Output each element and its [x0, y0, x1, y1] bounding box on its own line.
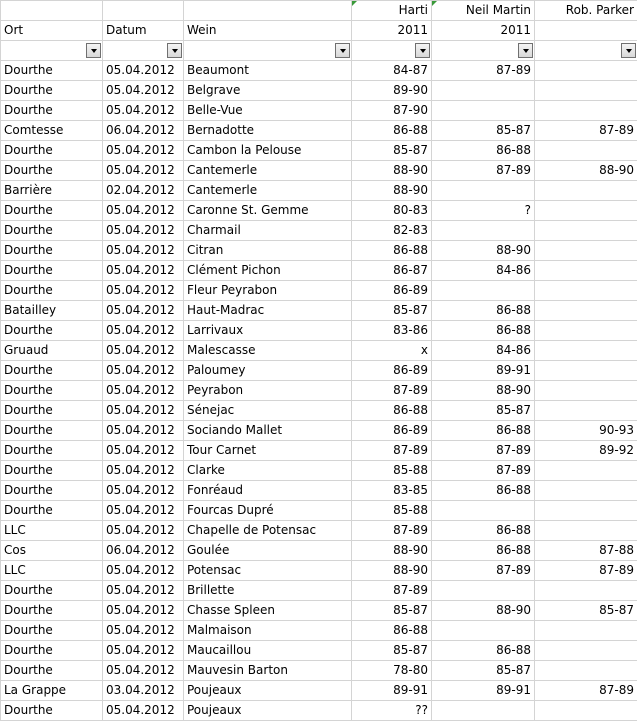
- cell-harti[interactable]: 85-87: [352, 641, 432, 661]
- header-reviewer-neil-martin[interactable]: Neil Martin: [432, 1, 535, 21]
- dropdown-arrow-icon: [420, 49, 426, 53]
- cell-neil-martin[interactable]: 85-87: [432, 401, 535, 421]
- cell-wein[interactable]: Fleur Peyrabon: [184, 281, 352, 301]
- cell-datum[interactable]: 05.04.2012: [103, 161, 184, 181]
- cell-wein[interactable]: Cantemerle: [184, 161, 352, 181]
- cell-datum[interactable]: 05.04.2012: [103, 501, 184, 521]
- cell-rob-parker[interactable]: [535, 221, 637, 241]
- cell-rob-parker[interactable]: 87-89: [535, 561, 637, 581]
- cell-harti[interactable]: 85-87: [352, 141, 432, 161]
- header-top-cell-wein[interactable]: [184, 1, 352, 21]
- cell-neil-martin[interactable]: 86-88: [432, 641, 535, 661]
- cell-wein[interactable]: Sénejac: [184, 401, 352, 421]
- table-row: [1, 621, 637, 641]
- cell-ort[interactable]: Dourthe: [1, 361, 103, 381]
- cell-rob-parker[interactable]: [535, 301, 637, 321]
- cell-harti[interactable]: 85-88: [352, 461, 432, 481]
- cell-harti[interactable]: 88-90: [352, 181, 432, 201]
- cell-datum[interactable]: 05.04.2012: [103, 421, 184, 441]
- cell-neil-martin[interactable]: 86-88: [432, 421, 535, 441]
- cell-datum[interactable]: 05.04.2012: [103, 61, 184, 81]
- cell-rob-parker[interactable]: [535, 641, 637, 661]
- header-wein[interactable]: Wein: [184, 21, 352, 41]
- cell-datum[interactable]: 05.04.2012: [103, 661, 184, 681]
- cell-ort[interactable]: Dourthe: [1, 421, 103, 441]
- table-row: [1, 441, 637, 461]
- cell-neil-martin[interactable]: [432, 101, 535, 121]
- cell-ort[interactable]: Cos: [1, 541, 103, 561]
- filter-cell-wein: [184, 41, 352, 61]
- cell-rob-parker[interactable]: 87-89: [535, 121, 637, 141]
- cell-ort[interactable]: Batailley: [1, 301, 103, 321]
- filter-row: [1, 41, 637, 61]
- cell-neil-martin[interactable]: 87-89: [432, 561, 535, 581]
- header-top-cell-datum[interactable]: [103, 1, 184, 21]
- table-row: [1, 521, 637, 541]
- table-row: [1, 221, 637, 241]
- cell-wein[interactable]: Peyrabon: [184, 381, 352, 401]
- table-row: [1, 121, 637, 141]
- table-row: [1, 101, 637, 121]
- cell-neil-martin[interactable]: 84-86: [432, 261, 535, 281]
- cell-harti[interactable]: 78-80: [352, 661, 432, 681]
- cell-wein[interactable]: Clarke: [184, 461, 352, 481]
- table-row: [1, 641, 637, 661]
- cell-ort[interactable]: LLC: [1, 561, 103, 581]
- cell-rob-parker[interactable]: 87-88: [535, 541, 637, 561]
- cell-datum[interactable]: 03.04.2012: [103, 681, 184, 701]
- table-row: [1, 161, 637, 181]
- cell-harti[interactable]: 87-89: [352, 441, 432, 461]
- cell-harti[interactable]: 86-88: [352, 241, 432, 261]
- cell-wein[interactable]: Malmaison: [184, 621, 352, 641]
- cell-ort[interactable]: Dourthe: [1, 321, 103, 341]
- table-row: [1, 681, 637, 701]
- cell-datum[interactable]: 02.04.2012: [103, 181, 184, 201]
- cell-datum[interactable]: 05.04.2012: [103, 461, 184, 481]
- cell-wein[interactable]: Fourcas Dupré: [184, 501, 352, 521]
- cell-ort[interactable]: Dourthe: [1, 481, 103, 501]
- cell-ort[interactable]: Dourthe: [1, 441, 103, 461]
- cell-wein[interactable]: Beaumont: [184, 61, 352, 81]
- cell-neil-martin[interactable]: 85-87: [432, 121, 535, 141]
- cell-ort[interactable]: Dourthe: [1, 641, 103, 661]
- table-row: [1, 381, 637, 401]
- cell-neil-martin[interactable]: 87-89: [432, 61, 535, 81]
- cell-rob-parker[interactable]: [535, 321, 637, 341]
- cell-harti[interactable]: 87-89: [352, 521, 432, 541]
- cell-rob-parker[interactable]: [535, 501, 637, 521]
- cell-datum[interactable]: 05.04.2012: [103, 701, 184, 721]
- filter-dropdown-ort[interactable]: [86, 43, 101, 58]
- table-row: [1, 201, 637, 221]
- cell-ort[interactable]: Dourthe: [1, 241, 103, 261]
- cell-ort[interactable]: Dourthe: [1, 221, 103, 241]
- cell-wein[interactable]: Citran: [184, 241, 352, 261]
- cell-neil-martin[interactable]: [432, 181, 535, 201]
- table-row: [1, 701, 637, 721]
- cell-datum[interactable]: 05.04.2012: [103, 341, 184, 361]
- cell-rob-parker[interactable]: [535, 61, 637, 81]
- cell-wein[interactable]: Belle-Vue: [184, 101, 352, 121]
- cell-datum[interactable]: 05.04.2012: [103, 221, 184, 241]
- cell-neil-martin[interactable]: 88-90: [432, 381, 535, 401]
- cell-ort[interactable]: Dourthe: [1, 501, 103, 521]
- cell-datum[interactable]: 05.04.2012: [103, 281, 184, 301]
- cell-wein[interactable]: Larrivaux: [184, 321, 352, 341]
- cell-wein[interactable]: Bernadotte: [184, 121, 352, 141]
- cell-ort[interactable]: Dourthe: [1, 201, 103, 221]
- dropdown-arrow-icon: [340, 49, 346, 53]
- table-row: [1, 341, 637, 361]
- table-row: [1, 301, 637, 321]
- cell-datum[interactable]: 05.04.2012: [103, 381, 184, 401]
- cell-rob-parker[interactable]: [535, 181, 637, 201]
- filter-dropdown-harti[interactable]: [415, 43, 430, 58]
- cell-wein[interactable]: Malescasse: [184, 341, 352, 361]
- header-row-reviewers: [1, 1, 637, 21]
- cell-ort[interactable]: Comtesse: [1, 121, 103, 141]
- cell-datum[interactable]: 05.04.2012: [103, 521, 184, 541]
- cell-ort[interactable]: Dourthe: [1, 101, 103, 121]
- cell-wein[interactable]: Haut-Madrac: [184, 301, 352, 321]
- cell-wein[interactable]: Paloumey: [184, 361, 352, 381]
- table-row: [1, 81, 637, 101]
- cell-harti[interactable]: 88-90: [352, 561, 432, 581]
- cell-harti[interactable]: 86-88: [352, 121, 432, 141]
- cell-datum[interactable]: 05.04.2012: [103, 481, 184, 501]
- header-ort[interactable]: Ort: [1, 21, 103, 41]
- cell-harti[interactable]: x: [352, 341, 432, 361]
- cell-rob-parker[interactable]: 89-92: [535, 441, 637, 461]
- cell-rob-parker[interactable]: [535, 701, 637, 721]
- table-row: [1, 561, 637, 581]
- filter-dropdown-wein[interactable]: [335, 43, 350, 58]
- filter-cell-datum: [103, 41, 184, 61]
- cell-harti[interactable]: 88-90: [352, 161, 432, 181]
- filter-cell-harti: [352, 41, 432, 61]
- table-row: [1, 661, 637, 681]
- table-row: [1, 321, 637, 341]
- cell-wein[interactable]: Charmail: [184, 221, 352, 241]
- cell-datum[interactable]: 05.04.2012: [103, 561, 184, 581]
- table-row: [1, 281, 637, 301]
- cell-neil-martin[interactable]: [432, 81, 535, 101]
- cell-rob-parker[interactable]: [535, 661, 637, 681]
- cell-wein[interactable]: Goulée: [184, 541, 352, 561]
- filter-dropdown-neil-martin[interactable]: [518, 43, 533, 58]
- cell-neil-martin[interactable]: [432, 581, 535, 601]
- cell-wein[interactable]: Cantemerle: [184, 181, 352, 201]
- table-row: [1, 421, 637, 441]
- table-row: [1, 481, 637, 501]
- cell-ort[interactable]: Barrière: [1, 181, 103, 201]
- cell-ort[interactable]: Dourthe: [1, 601, 103, 621]
- header-year-rob-parker[interactable]: [535, 21, 637, 41]
- filter-cell-ort: [1, 41, 103, 61]
- cell-harti[interactable]: 82-83: [352, 221, 432, 241]
- cell-ort[interactable]: Dourthe: [1, 661, 103, 681]
- cell-datum[interactable]: 06.04.2012: [103, 541, 184, 561]
- header-row-columns: [1, 21, 637, 41]
- cell-wein[interactable]: Poujeaux: [184, 681, 352, 701]
- cell-harti[interactable]: ??: [352, 701, 432, 721]
- cell-datum[interactable]: 05.04.2012: [103, 621, 184, 641]
- cell-neil-martin[interactable]: 89-91: [432, 361, 535, 381]
- cell-neil-martin[interactable]: 87-89: [432, 441, 535, 461]
- cell-harti[interactable]: 89-91: [352, 681, 432, 701]
- header-datum[interactable]: Datum: [103, 21, 184, 41]
- cell-harti[interactable]: 86-88: [352, 621, 432, 641]
- table-row: [1, 361, 637, 381]
- cell-ort[interactable]: Dourthe: [1, 381, 103, 401]
- cell-neil-martin[interactable]: 86-88: [432, 521, 535, 541]
- cell-ort[interactable]: Dourthe: [1, 461, 103, 481]
- cell-neil-martin[interactable]: [432, 281, 535, 301]
- cell-rob-parker[interactable]: [535, 81, 637, 101]
- table-row: [1, 261, 637, 281]
- cell-wein[interactable]: Fonréaud: [184, 481, 352, 501]
- cell-neil-martin[interactable]: 87-89: [432, 461, 535, 481]
- dropdown-arrow-icon: [172, 49, 178, 53]
- cell-wein[interactable]: Belgrave: [184, 81, 352, 101]
- cell-wein[interactable]: Poujeaux: [184, 701, 352, 721]
- table-row: [1, 241, 637, 261]
- cell-neil-martin[interactable]: 86-88: [432, 301, 535, 321]
- table-row: [1, 601, 637, 621]
- cell-wein[interactable]: Chasse Spleen: [184, 601, 352, 621]
- cell-wein[interactable]: Cambon la Pelouse: [184, 141, 352, 161]
- table-row: [1, 141, 637, 161]
- cell-neil-martin[interactable]: [432, 701, 535, 721]
- cell-wein[interactable]: Potensac: [184, 561, 352, 581]
- cell-harti[interactable]: 83-86: [352, 321, 432, 341]
- cell-rob-parker[interactable]: [535, 621, 637, 641]
- cell-neil-martin[interactable]: [432, 501, 535, 521]
- filter-cell-neil-martin: [432, 41, 535, 61]
- cell-rob-parker[interactable]: 87-89: [535, 681, 637, 701]
- cell-neil-martin[interactable]: 84-86: [432, 341, 535, 361]
- cell-datum[interactable]: 05.04.2012: [103, 261, 184, 281]
- cell-rob-parker[interactable]: [535, 281, 637, 301]
- cell-rob-parker[interactable]: [535, 461, 637, 481]
- cell-neil-martin[interactable]: [432, 221, 535, 241]
- cell-rob-parker[interactable]: 90-93: [535, 421, 637, 441]
- cell-rob-parker[interactable]: [535, 381, 637, 401]
- filter-dropdown-rob-parker[interactable]: [621, 43, 636, 58]
- cell-rob-parker[interactable]: [535, 521, 637, 541]
- cell-wein[interactable]: Mauvesin Barton: [184, 661, 352, 681]
- cell-ort[interactable]: Dourthe: [1, 621, 103, 641]
- cell-rob-parker[interactable]: [535, 141, 637, 161]
- cell-harti[interactable]: 87-90: [352, 101, 432, 121]
- cell-ort[interactable]: Dourthe: [1, 581, 103, 601]
- cell-rob-parker[interactable]: [535, 481, 637, 501]
- cell-neil-martin[interactable]: 86-88: [432, 541, 535, 561]
- cell-rob-parker[interactable]: [535, 201, 637, 221]
- cell-datum[interactable]: 05.04.2012: [103, 141, 184, 161]
- cell-rob-parker[interactable]: [535, 401, 637, 421]
- header-reviewer-rob-parker[interactable]: Rob. Parker: [535, 1, 637, 21]
- cell-harti[interactable]: 89-90: [352, 81, 432, 101]
- filter-cell-rob-parker: [535, 41, 637, 61]
- cell-ort[interactable]: Dourthe: [1, 81, 103, 101]
- cell-harti[interactable]: 88-90: [352, 541, 432, 561]
- cell-neil-martin[interactable]: 88-90: [432, 241, 535, 261]
- cell-harti[interactable]: 86-89: [352, 421, 432, 441]
- cell-harti[interactable]: 85-87: [352, 301, 432, 321]
- cell-ort[interactable]: Gruaud: [1, 341, 103, 361]
- header-top-cell-ort[interactable]: [1, 1, 103, 21]
- cell-ort[interactable]: Dourthe: [1, 701, 103, 721]
- cell-neil-martin[interactable]: 87-89: [432, 161, 535, 181]
- cell-wein[interactable]: Tour Carnet: [184, 441, 352, 461]
- cell-neil-martin[interactable]: ?: [432, 201, 535, 221]
- cell-datum[interactable]: 05.04.2012: [103, 81, 184, 101]
- cell-neil-martin[interactable]: 85-87: [432, 661, 535, 681]
- cell-rob-parker[interactable]: [535, 241, 637, 261]
- cell-datum[interactable]: 05.04.2012: [103, 361, 184, 381]
- cell-ort[interactable]: Dourthe: [1, 161, 103, 181]
- cell-ort[interactable]: Dourthe: [1, 61, 103, 81]
- cell-neil-martin[interactable]: 86-88: [432, 141, 535, 161]
- table-row: [1, 501, 637, 521]
- cell-datum[interactable]: 05.04.2012: [103, 401, 184, 421]
- dropdown-arrow-icon: [626, 49, 632, 53]
- cell-datum[interactable]: 05.04.2012: [103, 101, 184, 121]
- cell-datum[interactable]: 05.04.2012: [103, 201, 184, 221]
- table-row: [1, 541, 637, 561]
- cell-rob-parker[interactable]: [535, 581, 637, 601]
- cell-neil-martin[interactable]: 89-91: [432, 681, 535, 701]
- cell-harti[interactable]: 86-88: [352, 401, 432, 421]
- cell-datum[interactable]: 05.04.2012: [103, 321, 184, 341]
- cell-datum[interactable]: 05.04.2012: [103, 641, 184, 661]
- cell-rob-parker[interactable]: [535, 341, 637, 361]
- cell-wein[interactable]: Brillette: [184, 581, 352, 601]
- cell-neil-martin[interactable]: [432, 621, 535, 641]
- cell-rob-parker[interactable]: 88-90: [535, 161, 637, 181]
- cell-rob-parker[interactable]: [535, 101, 637, 121]
- cell-wein[interactable]: Chapelle de Potensac: [184, 521, 352, 541]
- table-row: [1, 181, 637, 201]
- cell-datum[interactable]: 06.04.2012: [103, 121, 184, 141]
- cell-rob-parker[interactable]: 85-87: [535, 601, 637, 621]
- cell-datum[interactable]: 05.04.2012: [103, 601, 184, 621]
- cell-neil-martin[interactable]: 86-88: [432, 321, 535, 341]
- cell-neil-martin[interactable]: 86-88: [432, 481, 535, 501]
- filter-dropdown-datum[interactable]: [167, 43, 182, 58]
- cell-datum[interactable]: 05.04.2012: [103, 441, 184, 461]
- cell-harti[interactable]: 86-87: [352, 261, 432, 281]
- dropdown-arrow-icon: [91, 49, 97, 53]
- cell-wein[interactable]: Sociando Mallet: [184, 421, 352, 441]
- cell-harti[interactable]: 84-87: [352, 61, 432, 81]
- cell-ort[interactable]: Dourthe: [1, 401, 103, 421]
- header-year-neil-martin[interactable]: 2011: [432, 21, 535, 41]
- cell-datum[interactable]: 05.04.2012: [103, 301, 184, 321]
- table-row: [1, 401, 637, 421]
- cell-neil-martin[interactable]: 88-90: [432, 601, 535, 621]
- cell-harti[interactable]: 83-85: [352, 481, 432, 501]
- cell-ort[interactable]: La Grappe: [1, 681, 103, 701]
- cell-datum[interactable]: 05.04.2012: [103, 581, 184, 601]
- table-row: [1, 581, 637, 601]
- cell-harti[interactable]: 86-89: [352, 361, 432, 381]
- cell-harti[interactable]: 80-83: [352, 201, 432, 221]
- table-row: [1, 461, 637, 481]
- table-row: [1, 61, 637, 81]
- cell-harti[interactable]: 86-89: [352, 281, 432, 301]
- cell-ort[interactable]: Dourthe: [1, 281, 103, 301]
- cell-rob-parker[interactable]: [535, 261, 637, 281]
- cell-ort[interactable]: Dourthe: [1, 141, 103, 161]
- header-reviewer-harti[interactable]: Harti: [352, 1, 432, 21]
- cell-harti[interactable]: 87-89: [352, 581, 432, 601]
- cell-wein[interactable]: Maucaillou: [184, 641, 352, 661]
- cell-ort[interactable]: Dourthe: [1, 261, 103, 281]
- cell-harti[interactable]: 87-89: [352, 381, 432, 401]
- cell-wein[interactable]: Caronne St. Gemme: [184, 201, 352, 221]
- cell-harti[interactable]: 85-87: [352, 601, 432, 621]
- cell-ort[interactable]: LLC: [1, 521, 103, 541]
- cell-rob-parker[interactable]: [535, 361, 637, 381]
- cell-datum[interactable]: 05.04.2012: [103, 241, 184, 261]
- cell-harti[interactable]: 85-88: [352, 501, 432, 521]
- cell-wein[interactable]: Clément Pichon: [184, 261, 352, 281]
- dropdown-arrow-icon: [523, 49, 529, 53]
- header-year-harti[interactable]: 2011: [352, 21, 432, 41]
